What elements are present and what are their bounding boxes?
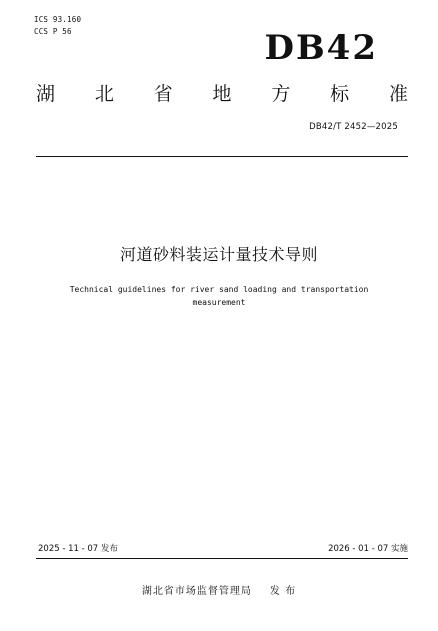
standard-type-char: 方 xyxy=(271,83,291,105)
top-divider xyxy=(36,156,408,157)
title-english-line2: measurement xyxy=(192,298,246,307)
standard-type-char: 北 xyxy=(94,83,114,105)
issuer-line xyxy=(0,585,438,599)
standard-type-char: 湖 xyxy=(36,83,56,105)
bottom-divider xyxy=(36,558,408,559)
ics-code: ICS 93.160 xyxy=(34,15,82,24)
standard-type-char: 标 xyxy=(330,83,350,105)
release-date: 2025 - 11 - 07 发布 xyxy=(38,544,118,554)
standard-number: DB42/T 2452—2025 xyxy=(309,122,398,132)
standard-type xyxy=(36,82,408,106)
standard-type-char: 准 xyxy=(388,83,408,105)
implementation-date: 2026 - 01 - 07 实施 xyxy=(328,544,408,554)
title-chinese: 河道砂料装运计量技术导则 xyxy=(119,245,318,264)
standard-code: DB42 xyxy=(264,28,378,68)
title-english xyxy=(40,283,398,309)
issuer-name: 湖北省市场监督管理局 xyxy=(141,586,252,597)
issuer-suffix: 发 布 xyxy=(269,586,297,597)
title-english-line1: Technical guidelines for river sand loading and transportation xyxy=(69,285,369,294)
ccs-code: CCS P 56 xyxy=(34,27,72,36)
standard-type-char: 省 xyxy=(153,83,173,105)
classification-codes xyxy=(34,14,81,38)
standard-type-char: 地 xyxy=(212,83,232,105)
